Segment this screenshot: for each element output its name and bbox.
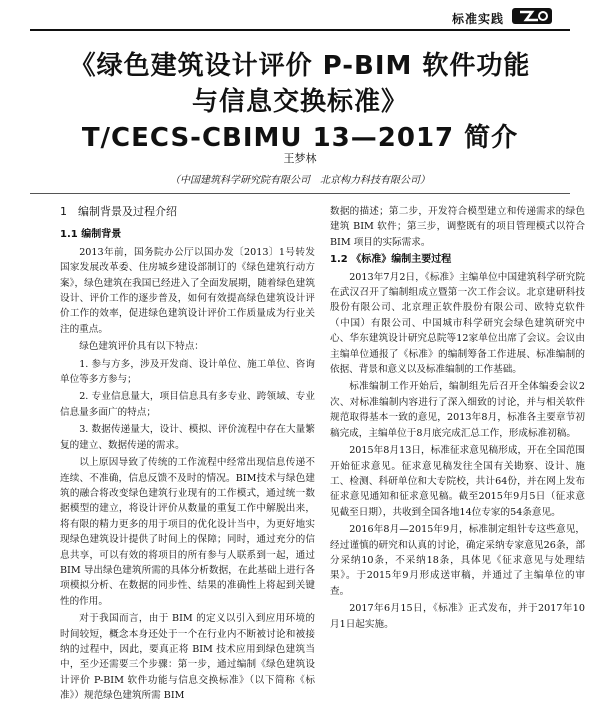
title-line-2: 与信息交换标准》	[191, 87, 408, 117]
list-item: 2. 专业信息量大，项目信息具有多专业、跨领域、专业信息量多面广的特点；	[60, 391, 315, 418]
section-label: 标准实践	[452, 12, 505, 26]
section-heading: 1 编制背景及过程介绍	[60, 205, 177, 218]
paragraph: 以上原因导致了传统的工作流程中经常出现信息传递不连续、不准确，信息反馈不及时的情况。BIM技术与绿色建筑的融合将改变绿色建筑行业现有的工作模式，通过统一数据模型的建立，将设计评价从数量的重复工作中解脱出来，将有限的精力更多的用于项目的优化设计当中，为更好地实现绿色建筑设计提供了时间上的保障；同时，通过充分的信息共享，可以有效的将项目的所有参与人联系到一起，通过 BIM 导出绿色建筑所需的具体分析数据，在此基础上进行各项模拟分析、在数据的同步性、结果的准确性上将起到关键性的作用。	[60, 457, 315, 607]
journal-logo-icon	[512, 5, 552, 27]
list-item: 3. 数据传递量大，设计、模拟、评价流程中存在大量繁复的建立、数据传递的需求。	[60, 424, 315, 451]
paragraph: 2015年8月13日，标准征求意见稿形成，开在全国范围开始征求意见。征求意见稿发往全国有关勘察、设计、施工、检测、科研单位和大专院校，共计64份，并在网上发布征求意见通知和征求意见稿。截至2015年9月5日（征求意见截至日期），共收到全国各地14位专家的54条意见。	[330, 445, 585, 518]
header-rule	[30, 29, 570, 31]
paragraph: 2016年8月—2015年9月，标准制定组针专这些意见，经过谨慎的研究和认真的讨论，确定采纳专家意见26条，部分采纳10条，不采纳18条，具体见《征求意见与处理结果》。于2015年9月形成送审稿，并通过了主编单位的审查。	[330, 524, 585, 597]
author-name: 王梦林	[283, 152, 317, 165]
paragraph: 2013年前，国务院办公厅以国办发〔2013〕1号转发国家发展改革委、住房城乡建设部制订的《绿色建筑行动方案》，绿色建筑在我国已经进入了全面发展期，随着绿色建筑设计、评价工作的逐步普及，如何有效提高绿色建筑设计评价工作的效率，促进绿色建筑设计评价工作质量成为行业关注的重点。	[60, 246, 315, 335]
title-line-3: T/CECS-CBIMU 13—2017 简介	[81, 123, 519, 153]
subsection-heading: 1.2 《标准》编制主要过程	[330, 254, 452, 266]
paragraph: 绿色建筑评价具有以下特点：	[79, 341, 204, 353]
subsection-heading: 1.1 编制背景	[60, 229, 122, 241]
paragraph: 2017年6月15日，《标准》正式发布，并于2017年10月1日起实施。	[330, 603, 585, 630]
article-title	[20, 48, 580, 156]
paragraph: 2013年7月2日，《标准》主编单位中国建筑科学研究院在武汉召开了编制组成立暨第一次工作会议。北京建研科技股份有限公司、北京理正软件股份有限公司、欧特克软件（中国）有限公司、中国城市科学研究会绿色建筑研究中心、华东建筑设计研究总院等12家单位出席了会议。会议由主编单位通报了《标准》的编制筹备工作进展、标准编制的依据、背景和意义以及标准编制的工作基础。	[330, 271, 585, 376]
paragraph: 数据的描述；第二步，开发符合模型建立和传递需求的绿色建筑 BIM 软件；第三步，调整既有的项目管理模式以符合 BIM 项目的实际需求。	[330, 206, 585, 248]
left-column	[60, 204, 315, 706]
paragraph: 对于我国而言，由于 BIM 的定义以引入到应用环境的时间较短，概念本身还处于一个在行业内不断被讨论和被接纳的过程中，因此，要真正将 BIM 技术应用到绿色建筑当中，至少还需要三个步骤：第一步，通过编制《绿色建筑设计评价 P-BIM 软件功能与信息交换标准》（以下简称《标准》）规范绿色建筑所需 BIM	[60, 613, 315, 702]
paragraph: 标准编制工作开始后，编制组先后召开全体编委会议2次、对标准编制内容进行了深入细致的讨论，并与相关软件规范取得基本一致的意见，2013年8月，标准各主要章节初稿完成，主编单位于8月底完成汇总工作，形成标准初稿。	[330, 381, 585, 439]
title-divider	[30, 193, 570, 194]
right-column	[330, 204, 585, 634]
list-item: 1. 参与方多，涉及开发商、设计单位、施工单位、咨询单位等多方参与；	[60, 358, 315, 386]
page-header	[0, 0, 600, 40]
title-line-1: 《绿色建筑设计评价 P-BIM 软件功能	[69, 51, 531, 81]
author-affiliation: （中国建筑科学研究院有限公司 北京构力科技有限公司）	[170, 175, 430, 186]
